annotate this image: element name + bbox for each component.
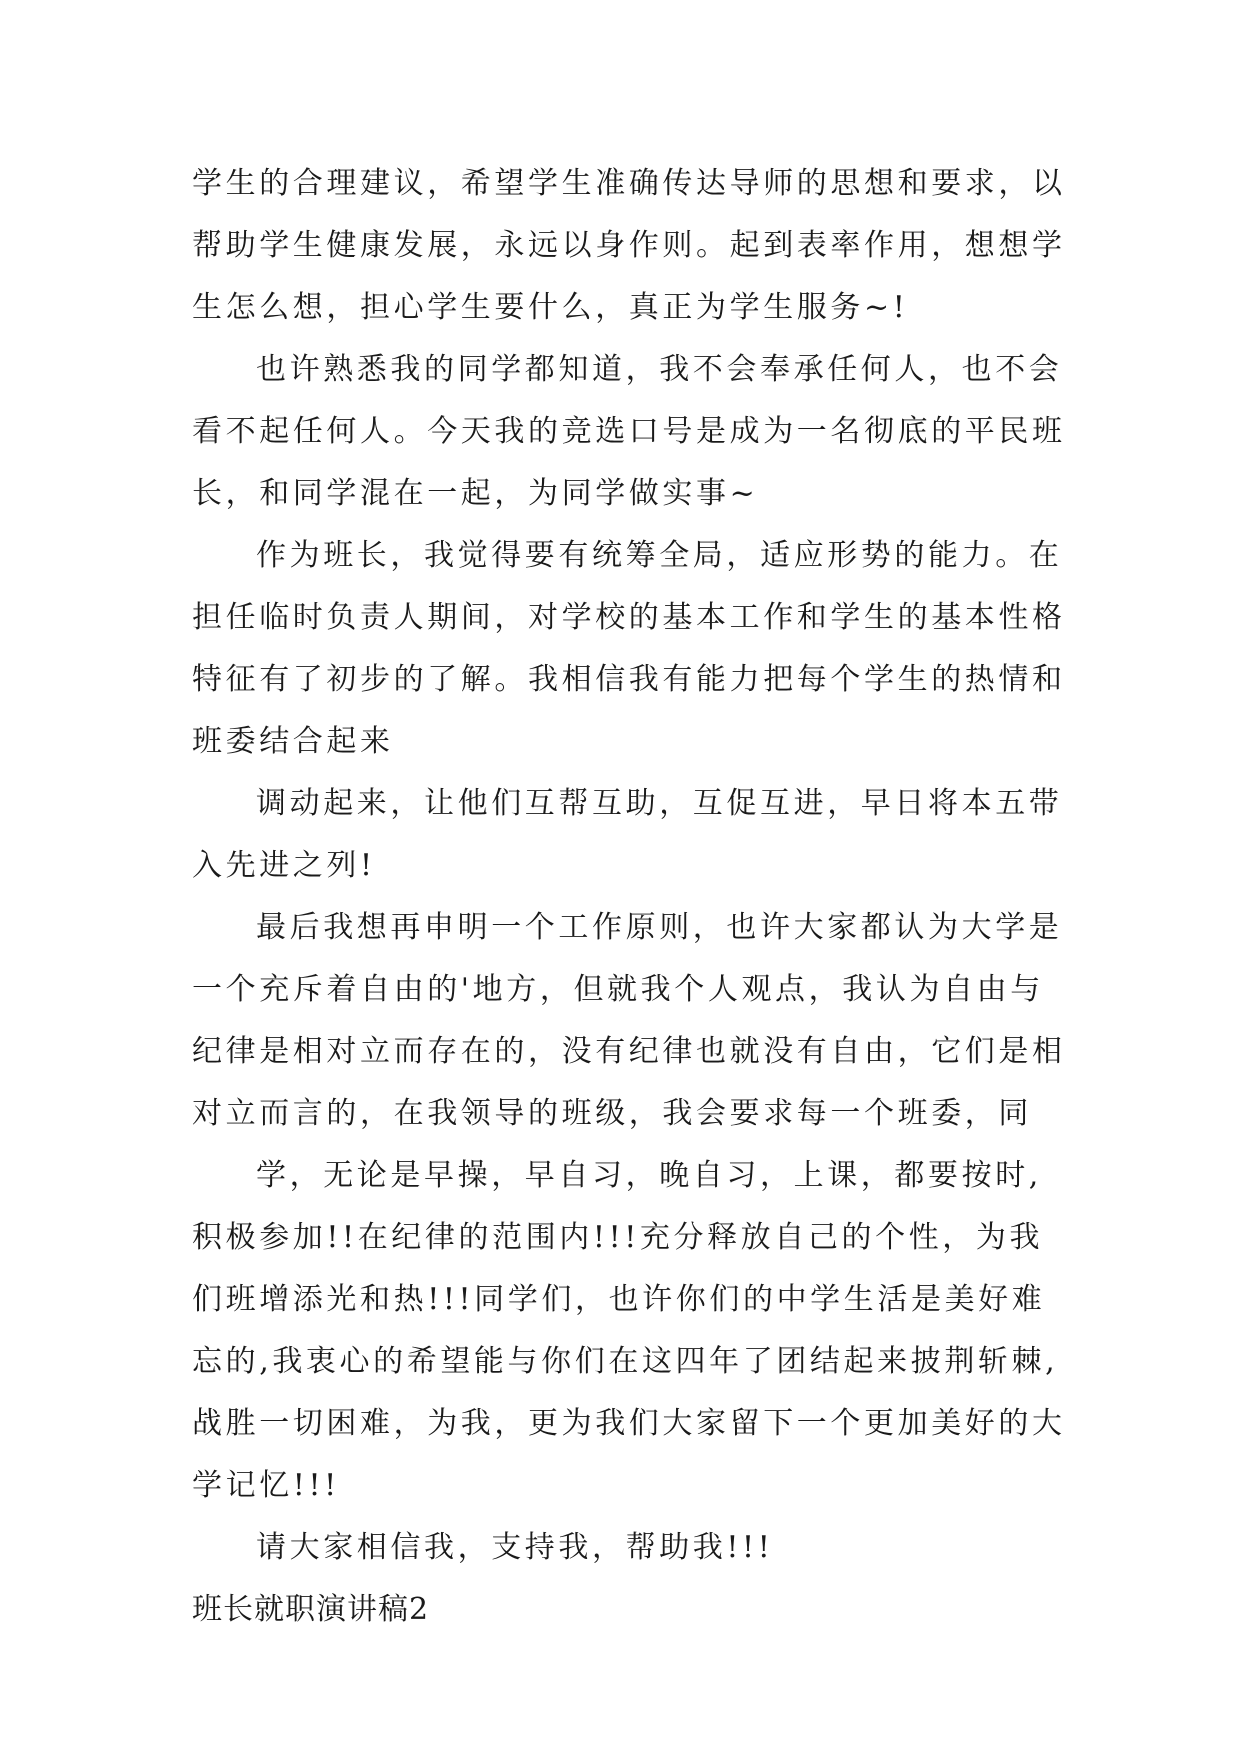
body-text-line: 忘的,我衷心的希望能与你们在这四年了团结起来披荆斩棘, <box>192 1344 1059 1379</box>
body-text-line: 们班增添光和热!!!同学们，也许你们的中学生活是美好难 <box>192 1282 1046 1317</box>
paragraph-first-line: 最后我想再申明一个工作原则，也许大家都认为大学是 <box>256 910 1063 945</box>
body-text-line: 特征有了初步的了解。我相信我有能力把每个学生的热情和 <box>192 662 1066 697</box>
body-text-line: 对立而言的，在我领导的班级，我会要求每一个班委，同 <box>192 1096 1032 1131</box>
body-text-line: 生怎么想，担心学生要什么，真正为学生服务~! <box>192 290 909 325</box>
body-text-line: 学生的合理建议，希望学生准确传达导师的思想和要求，以 <box>192 166 1066 201</box>
body-text-line: 战胜一切困难，为我，更为我们大家留下一个更加美好的大 <box>192 1406 1066 1441</box>
section-heading: 班长就职演讲稿2 <box>192 1592 430 1627</box>
body-text-line: 积极参加!!在纪律的范围内!!!充分释放自己的个性，为我 <box>192 1220 1044 1255</box>
body-text-line: 帮助学生健康发展，永远以身作则。起到表率作用，想想学 <box>192 228 1066 263</box>
paragraph-first-line: 调动起来，让他们互帮互助，互促互进，早日将本五带 <box>256 786 1063 821</box>
body-text-line: 学记忆!!! <box>192 1468 340 1503</box>
paragraph-first-line: 作为班长，我觉得要有统筹全局，适应形势的能力。在 <box>256 538 1063 573</box>
body-text-line: 班委结合起来 <box>192 724 394 759</box>
paragraph-first-line: 也许熟悉我的同学都知道，我不会奉承任何人，也不会 <box>256 352 1063 387</box>
paragraph-first-line: 请大家相信我，支持我，帮助我!!! <box>256 1530 774 1565</box>
body-text-line: 纪律是相对立而存在的，没有纪律也就没有自由，它们是相 <box>192 1034 1066 1069</box>
body-text-line: 担任临时负责人期间，对学校的基本工作和学生的基本性格 <box>192 600 1066 635</box>
body-text-line: 看不起任何人。今天我的竞选口号是成为一名彻底的平民班 <box>192 414 1066 449</box>
body-text-line: 一个充斥着自由的'地方，但就我个人观点，我认为自由与 <box>192 972 1044 1007</box>
body-text-line: 长，和同学混在一起，为同学做实事~ <box>192 476 759 511</box>
body-text-line: 入先进之列! <box>192 848 376 883</box>
paragraph-first-line: 学，无论是早操，早自习，晚自习，上课，都要按时, <box>256 1158 1042 1193</box>
